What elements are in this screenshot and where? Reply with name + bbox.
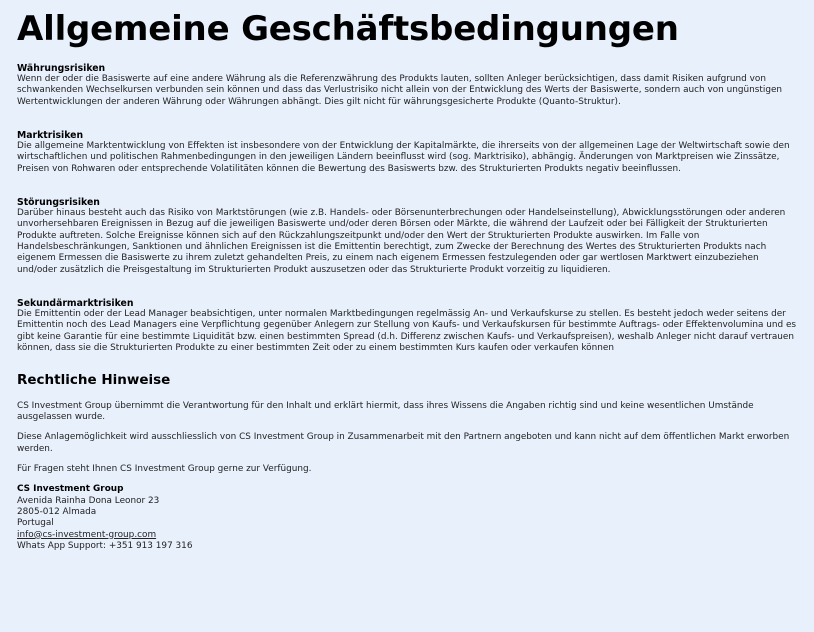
section-heading: Marktrisiken	[17, 130, 84, 142]
section-heading: Währungsrisiken	[17, 63, 106, 74]
company-country: Portugal	[17, 518, 54, 529]
legal-paragraph-offering: Diese Anlagemöglichkeit wird ausschliesslich von CS Investment Group in Zusammenarbeit mit den Partnern angeboten und kann nicht auf dem öffentlichen Markt erworben werden.	[17, 432, 790, 454]
section-body: Wenn der oder die Basiswerte auf eine andere Währung als die Referenzwährung des Produkts lauten, sollten Anleger berücksichtigen, dass damit Risiken aufgrund von schwankenden Wechselkursen verbunden sein können und dass das Verlustrisiko nicht allein von der Entwicklung des Werts der Basiswerte, sondern auch von ungünstigen Wertentwicklungen der anderen Währung oder Währungen abhängt. Dies gilt nicht für währungsgesicherte Produkte (Quanto-Struktur).	[17, 74, 783, 107]
section-heading: Sekundärmarktrisiken	[17, 298, 134, 310]
section-market-risk	[17, 130, 797, 175]
section-body: Darüber hinaus besteht auch das Risiko von Marktstörungen (wie z.B. Handels- oder Börsenunterbrechungen oder Handelseinstellung), Abwicklungsstörungen oder anderen unvorhersehbaren Ereignissen in Bezug auf die jeweiligen Basiswerte und/oder deren Börsen oder Märkte, die während der Laufzeit oder bei Fälligkeit der Strukturierten Produkte auftreten. Solche Ereignisse können sich auf den Rückzahlungszeitpunkt und/oder den Wert der Strukturierten Produkte auswirken. Im Falle von Handelsbeschränkungen, Sanktionen und ähnlichen Ereignissen ist die Emittentin berechtigt, zum Zwecke der Berechnung des Wertes des Strukturierten Produkts nach eigenem Ermessen die Basiswerte zu ihrem zuletzt gehandelten Preis, zu einem nach eigenem Ermessen festzulegenden oder gar wertlosen Marktwert einzubeziehen und/oder zusätzlich die Preisgestaltung im Strukturierten Produkt auszusetzen oder das Strukturierte Produkt vorzeitig zu liquidieren.	[17, 208, 786, 275]
company-email-link[interactable]: info@cs-investment-group.com	[17, 529, 157, 540]
section-disruption-risk	[17, 197, 797, 276]
section-currency-risk	[17, 63, 797, 108]
legal-paragraph-contact: Für Fragen steht Ihnen CS Investment Group gerne zur Verfügung.	[17, 463, 312, 474]
company-name: CS Investment Group	[17, 484, 124, 495]
section-body: Die allgemeine Marktentwicklung von Effekten ist insbesondere von der Entwicklung der Kapitalmärkte, die ihrerseits von der allgemeinen Lage der Weltwirtschaft sowie den wirtschaftlichen und politischen Rahmenbedingungen in den jeweiligen Ländern beeinflusst wird (sog. Marktrisiko), abhängig. Änderungen von Marktpreisen wie Zinssätze, Preisen von Rohwaren oder entsprechende Volatilitäten können die Bewertung des Basiswerts bzw. des Strukturierten Produkts negativ beeinflussen.	[17, 141, 790, 174]
company-city: 2805-012 Almada	[17, 506, 97, 517]
page-title: Allgemeine Geschäftsbedingungen	[17, 9, 679, 49]
company-street: Avenida Rainha Dona Leonor 23	[17, 495, 160, 506]
legal-heading: Rechtliche Hinweise	[17, 371, 171, 388]
company-address-block	[17, 484, 797, 552]
terms-page	[17, 9, 797, 552]
section-body: Die Emittentin oder der Lead Manager beabsichtigen, unter normalen Marktbedingungen regelmässig An- und Verkaufskurse zu stellen. Es besteht jedoch weder seitens der Emittentin noch des Lead Managers eine Verpflichtung gegenüber Anlegern zur Stellung von Kaufs- und Verkaufskursen für bestimmte Auftrags- oder Effektenvolumina und es gibt keine Garantie für eine bestimmte Liquidität bzw. einen bestimmten Spread (d.h. Differenz zwischen Kaufs- und Verkaufspreisen), weshalb Anleger nicht darauf vertrauen können, dass sie die Strukturierten Produkte zu einer bestimmten Zeit oder zu einem bestimmten Kurs kaufen oder verkaufen können	[17, 309, 797, 354]
section-secondary-market-risk	[17, 298, 797, 354]
company-whatsapp-support: Whats App Support: +351 913 197 316	[17, 540, 193, 551]
section-heading: Störungsrisiken	[17, 197, 100, 209]
legal-paragraph-responsibility: CS Investment Group übernimmt die Verantwortung für den Inhalt und erklärt hiermit, dass ihres Wissens die Angaben richtig sind und keine wesentlichen Umstände ausgelassen wurde.	[17, 400, 754, 422]
